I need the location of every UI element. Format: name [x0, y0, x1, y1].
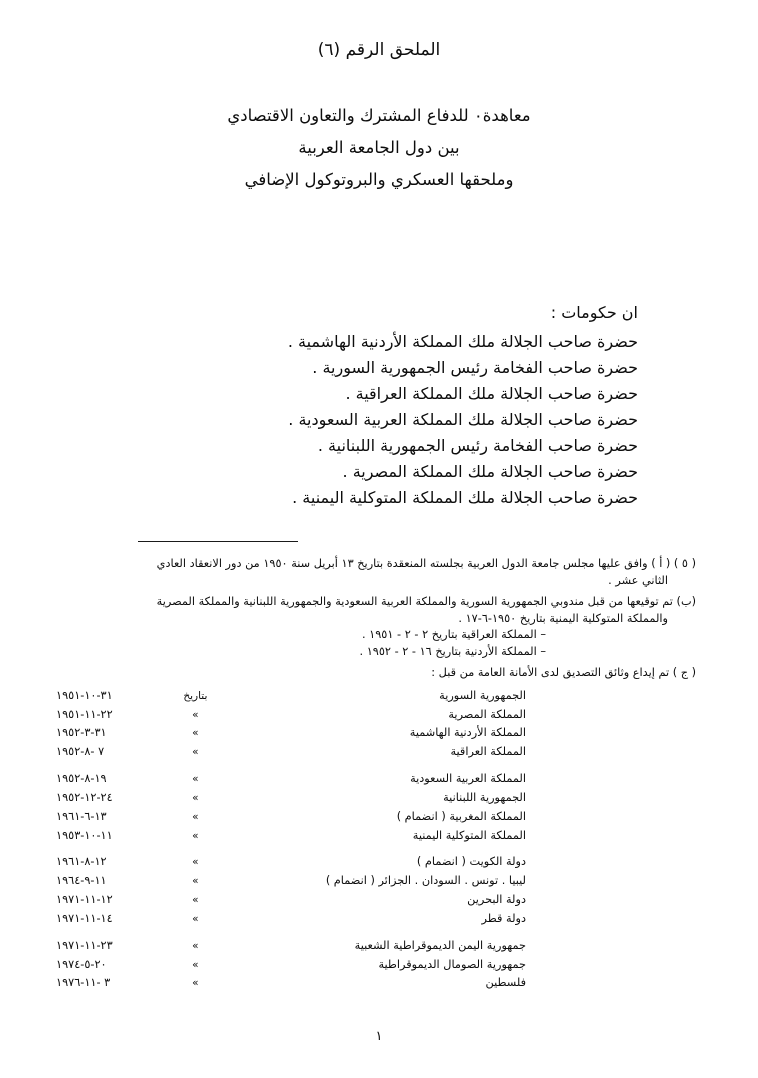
ratification-state: المملكة الأردنية الهاشمية: [409, 726, 526, 740]
parties-lead: ان حكومات :: [550, 303, 638, 322]
ratification-date-prefix: »: [192, 875, 199, 888]
footnote-c: [56, 665, 696, 682]
table-row: [56, 929, 696, 956]
party-line: حضرة صاحب الجلالة ملك المملكة المصرية .: [342, 462, 638, 481]
table-row: [56, 891, 696, 910]
treaty-title-line-3: وملحقها العسكري والبروتوكول الإضافي: [244, 170, 514, 189]
ratification-state: جمهورية اليمن الديموقراطية الشعبية: [354, 938, 526, 952]
parties-block: [118, 300, 638, 511]
table-row: [56, 826, 696, 845]
table-row: [56, 724, 696, 743]
ratification-state: دولة الكويت ( انضمام ): [416, 855, 526, 869]
ratification-date-prefix: »: [192, 708, 199, 721]
ratification-date: ١٩٥٢-٨-١٩: [56, 772, 107, 785]
table-row: [56, 910, 696, 929]
ratification-date: ١٩٥٢-٨- ٧: [56, 745, 105, 759]
ratification-date: ١٩٦١-٨-١٢: [56, 855, 107, 869]
ratification-date-prefix: »: [192, 773, 199, 785]
footnote-b-dash-1: – المملكة العراقية بتاريخ ٢ - ٢ - ١٩٥١ .: [361, 628, 546, 641]
ratification-date-prefix: بتاريخ: [183, 689, 208, 702]
ratification-state: فلسطين: [485, 976, 526, 990]
party-line: حضرة صاحب الجلالة ملك المملكة المتوكلية اليمنية .: [292, 488, 638, 507]
table-row: [56, 762, 696, 789]
ratification-date-prefix: »: [192, 727, 199, 740]
party-line: حضرة صاحب الجلالة ملك المملكة العربية السعودية .: [288, 410, 638, 429]
ratification-table-body: [56, 687, 696, 994]
footnote-a-line-2: الثاني عشر .: [608, 573, 668, 587]
ratification-date-prefix: »: [192, 894, 199, 907]
ratification-state: المملكة المصرية: [448, 707, 526, 721]
ratification-date: ١٩٥٣-١٠-١١: [56, 828, 113, 842]
ratification-table: [56, 687, 696, 994]
ratification-state: الجمهورية اللبنانية: [443, 790, 526, 804]
ratification-date: ١٩٥١-١٠-٣١: [56, 688, 113, 702]
ratification-date: ١٩٧١-١١-١٤: [56, 911, 113, 925]
party-line: حضرة صاحب الجلالة ملك المملكة الأردنية الهاشمية .: [287, 332, 638, 351]
ratification-state: دولة قطر: [481, 911, 526, 925]
table-row: [56, 808, 696, 827]
ratification-date-prefix: »: [192, 810, 199, 823]
footnote-b-line-2: والمملكة المتوكلية اليمنية بتاريخ ١٩٥٠-٦-١٧ .: [458, 611, 668, 625]
footnote-a-line-1: ( ٥ ) ( أ ) وافق عليها مجلس جامعة الدول العربية بجلسته المنعقدة بتاريخ ١٣ أبريل سنة ١٩٥٠ من دور الانعقاد العادي: [156, 557, 696, 570]
ratification-state: المملكة العراقية: [450, 745, 526, 759]
ratification-date: ١٩٧١-١١-١٢: [56, 893, 113, 907]
footnote-b-line-1: (ب) تم توقيعها من قبل مندوبي الجمهورية السورية والمملكة العربية السعودية والجمهورية اللبنانية والمملكة المصرية: [156, 595, 696, 608]
ratification-state: ليبيا . تونس . السودان . الجزائر ( انضمام ): [325, 874, 526, 888]
table-row: [56, 872, 696, 891]
table-row: [56, 743, 696, 762]
table-row: [56, 974, 696, 993]
party-line: حضرة صاحب الفخامة رئيس الجمهورية السورية .: [312, 358, 638, 377]
footnote-divider: [138, 541, 298, 542]
footnote-a: [56, 556, 696, 589]
ratification-date-prefix: »: [192, 977, 199, 990]
ratification-state: المملكة المتوكلية اليمنية: [412, 828, 526, 842]
ratification-date: ١٩٥١-١١-٢٢: [56, 707, 113, 721]
ratification-date: ١٩٥٢-٣-٣١: [56, 726, 107, 740]
treaty-title-line-2: بين دول الجامعة العربية: [298, 138, 460, 157]
party-line: حضرة صاحب الجلالة ملك المملكة العراقية .: [345, 384, 638, 403]
appendix-title: الملحق الرقم (٦): [317, 40, 441, 60]
ratification-date-prefix: »: [192, 829, 199, 842]
ratification-date: ١٩٧١-١١-٢٣: [56, 938, 113, 952]
table-row: [56, 955, 696, 974]
ratification-date-prefix: »: [192, 939, 199, 952]
table-row: [56, 687, 696, 706]
ratification-date-prefix: »: [192, 746, 199, 759]
footnote-c-line-1: ( ج ) تم إيداع وثائق التصديق لدى الأمانة العامة من قبل :: [431, 666, 696, 679]
ratification-date-prefix: »: [192, 856, 199, 869]
ratification-date-prefix: »: [192, 912, 199, 925]
table-row: [56, 845, 696, 872]
treaty-title: [0, 100, 758, 196]
treaty-title-line-1: معاهدة٠ للدفاع المشترك والتعاون الاقتصادي: [227, 106, 531, 125]
page-number: ١: [375, 1029, 383, 1044]
ratification-date-prefix: »: [192, 958, 199, 971]
ratification-state: جمهورية الصومال الديموقراطية: [378, 957, 526, 971]
footnotes-block: [56, 556, 696, 993]
party-line: حضرة صاحب الفخامة رئيس الجمهورية اللبنانية .: [317, 436, 638, 455]
ratification-state: دولة البحرين: [467, 893, 526, 907]
ratification-date: ١٩٦٤-٩-١١: [56, 874, 107, 888]
ratification-date: ١٩٥٢-١٢-٢٤: [56, 790, 113, 804]
ratification-state: المملكة العربية السعودية: [410, 772, 526, 785]
footnote-b-dash-2: – المملكة الأردنية بتاريخ ١٦ - ٢ - ١٩٥٢ .: [359, 644, 546, 658]
ratification-state: الجمهورية السورية: [439, 688, 526, 702]
ratification-state: المملكة المغربية ( انضمام ): [396, 809, 526, 823]
table-row: [56, 705, 696, 724]
table-row: [56, 789, 696, 808]
footnote-b: [56, 594, 696, 660]
ratification-date: ١٩٧٦-١١- ٣: [56, 976, 111, 990]
ratification-date: ١٩٦١-٦-١٣: [56, 809, 107, 823]
ratification-date-prefix: »: [192, 791, 199, 804]
ratification-date: ١٩٧٤-٥-٢٠: [56, 957, 107, 971]
